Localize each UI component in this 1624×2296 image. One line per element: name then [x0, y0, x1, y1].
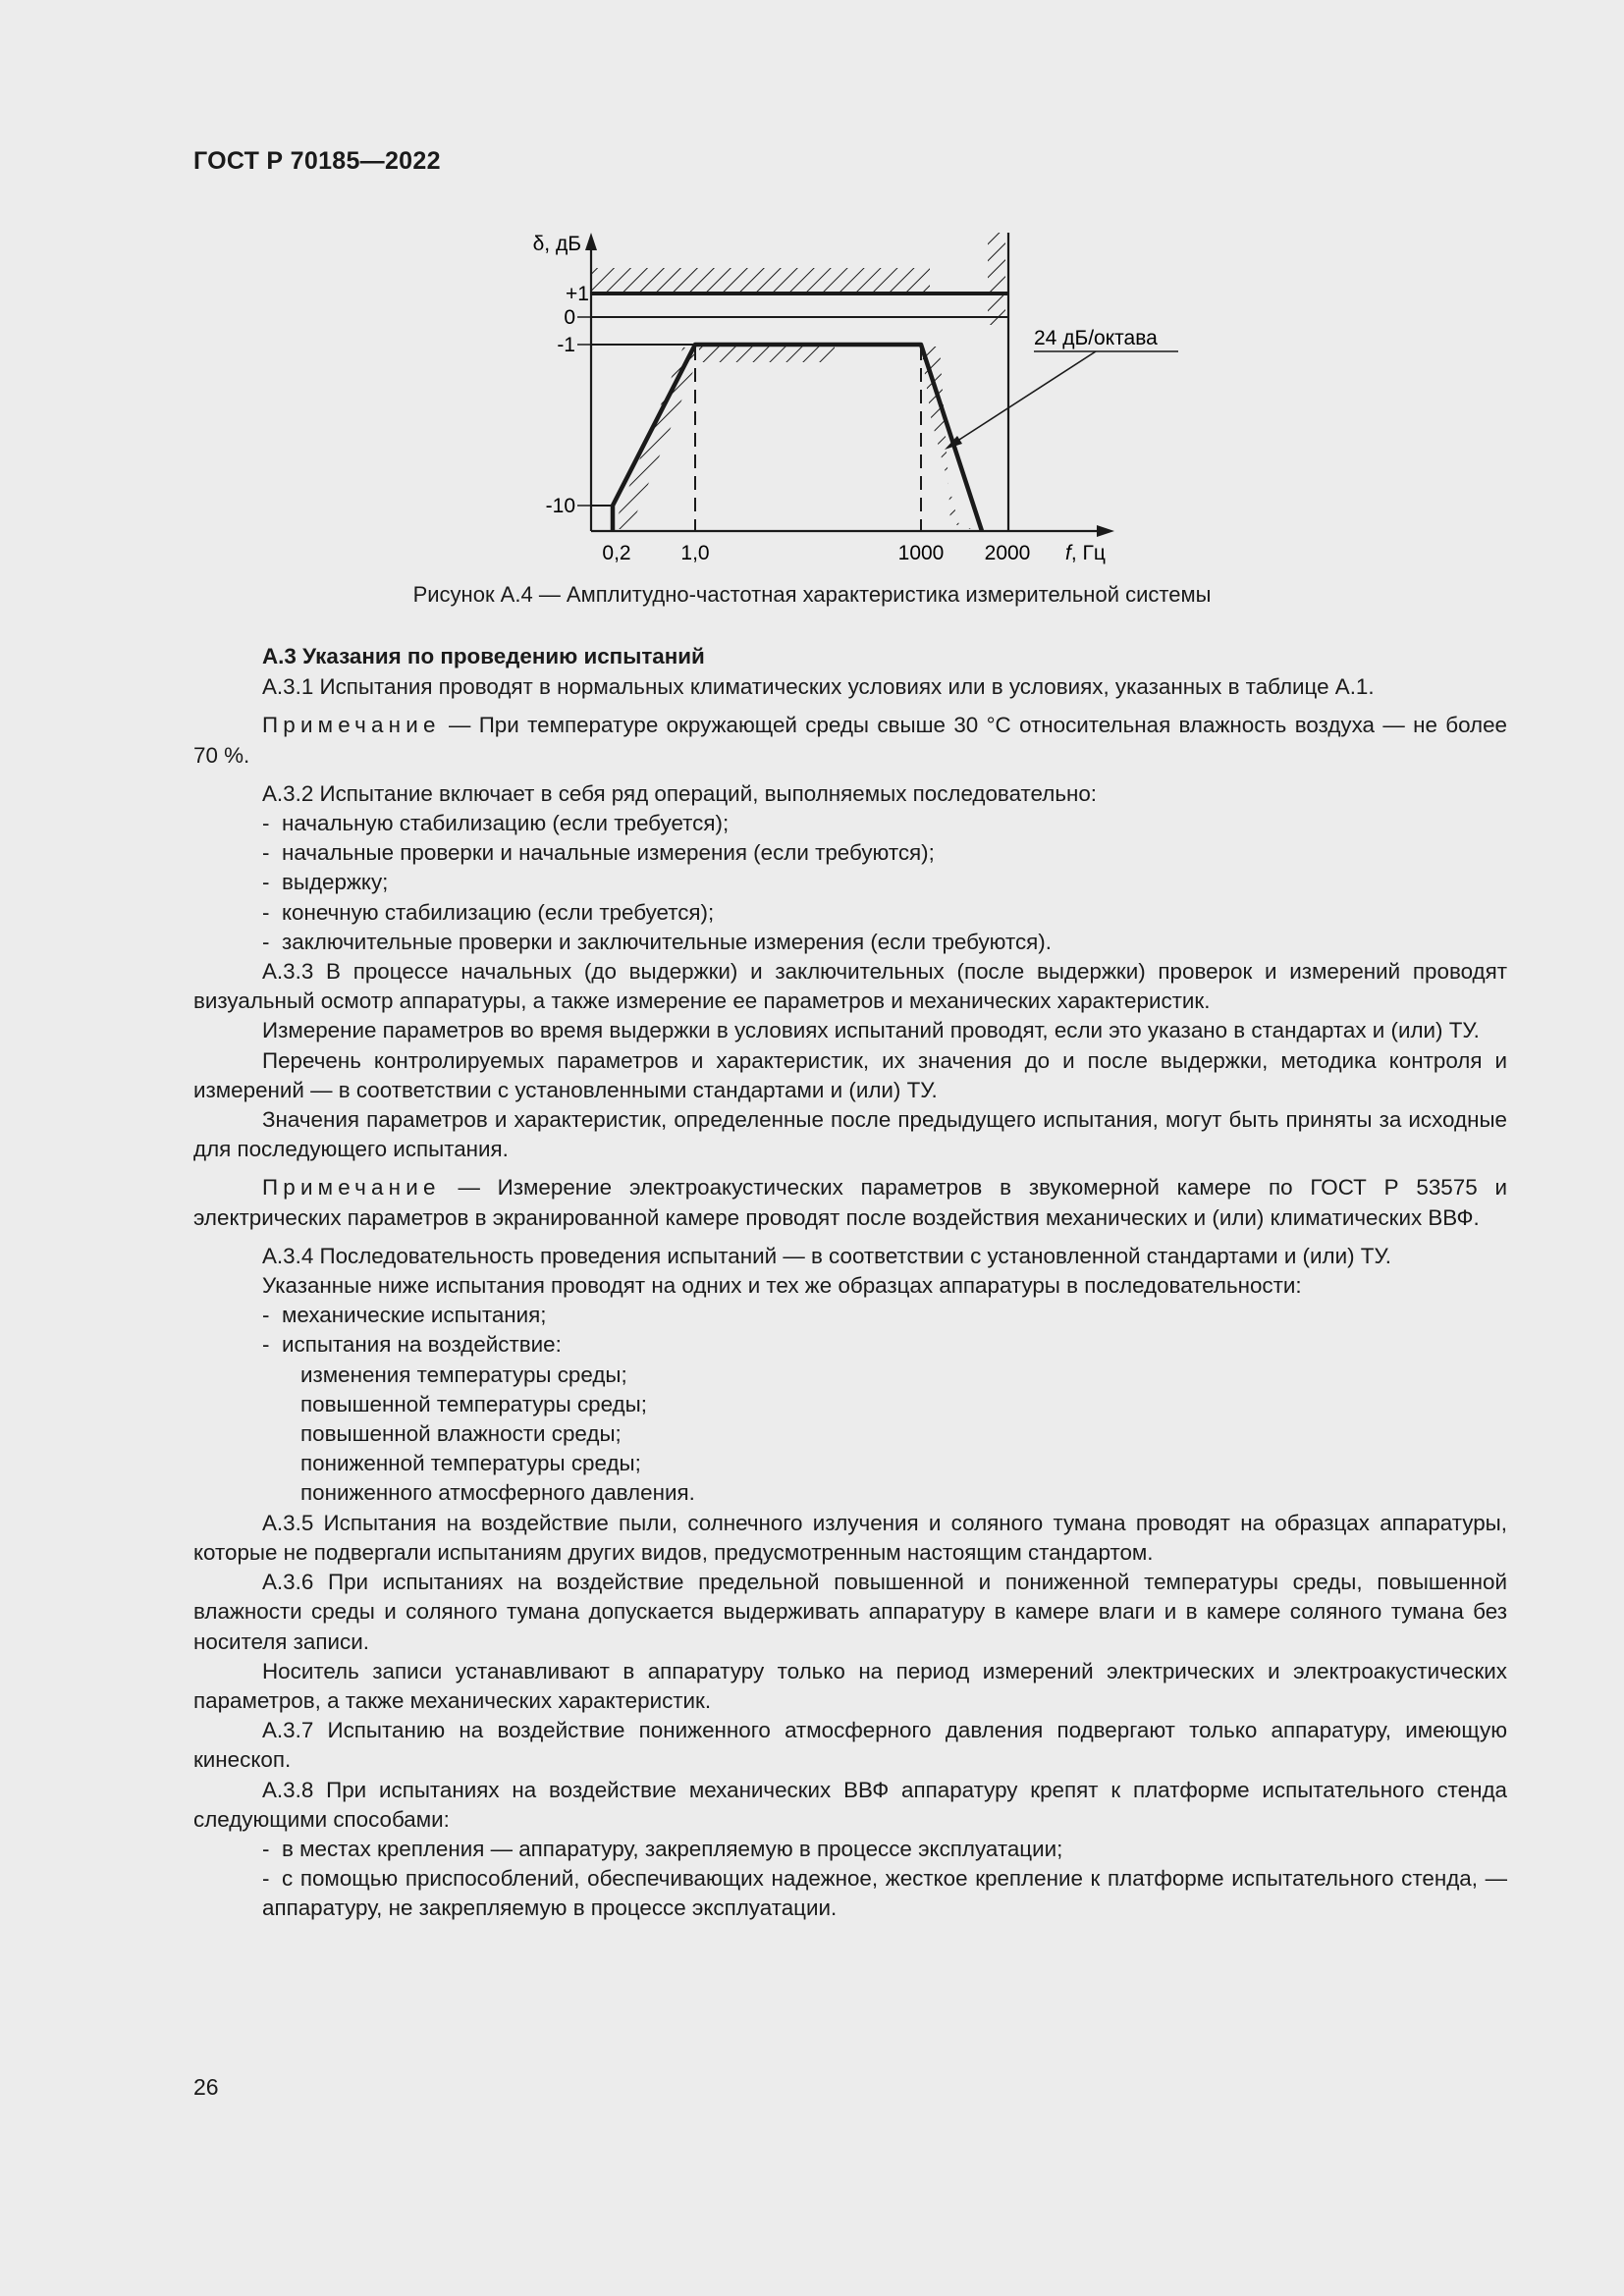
annotation-leader — [948, 351, 1096, 447]
paragraph-a33-4: Значения параметров и характеристик, определенные после предыдущего испытания, могут быть приняты за исходные для последующего испытания. — [193, 1107, 1507, 1162]
list-item: - испытания на воздействие: — [193, 1330, 1507, 1360]
list-item: - в местах крепления — аппаратуру, закрепляемую в процессе эксплуатации; — [193, 1835, 1507, 1864]
list-item: - начальную стабилизацию (если требуется); — [193, 809, 1507, 838]
paragraph-a35: А.3.5 Испытания на воздействие пыли, солнечного излучения и соляного тумана проводят на образцах аппаратуры, которые не подвергали испытаниям других видов, предусмотренным настоящим стандартом. — [193, 1510, 1507, 1565]
y-axis-arrow — [585, 233, 597, 250]
paragraph-a32: А.3.2 Испытание включает в себя ряд операций, выполняемых последовательно: — [262, 780, 1098, 806]
frequency-response-diagram — [511, 221, 1198, 574]
list-item: - с помощью приспособлений, обеспечивающих надежное, жесткое крепление к платформе испытательного стенда, — аппаратуру, не закрепляемую в процессе эксплуатации. — [193, 1864, 1507, 1923]
x-axis-label: f, Гц — [1065, 542, 1106, 564]
paragraph-a33-3: Перечень контролируемых параметров и характеристик, их значения до и после выдержки, методика контроля и измерений — в соответствии с установленными стандартами и (или) ТУ. — [193, 1047, 1507, 1102]
slope-annotation: 24 дБ/октава — [1034, 327, 1158, 349]
x-tick-1-0: 1,0 — [680, 542, 710, 564]
paragraph-a36-2: Носитель записи устанавливают в аппаратуру только на период измерений электрических и электроакустических параметров, а также механических характеристик. — [193, 1658, 1507, 1713]
y-tick-0: 0 — [564, 306, 575, 329]
note-text: — Измерение электроакустических параметров в звукомерной камере по ГОСТ Р 53575 и электрических параметров в экранированной камере проводят после воздействия механических и (или) климатических ВВФ. — [193, 1175, 1507, 1230]
note-1 — [193, 711, 1507, 770]
x-tick-1000: 1000 — [897, 542, 945, 564]
note-text: — При температуре окружающей среды свыше 30 °С относительная влажность воздуха — не более 70 %. — [193, 713, 1507, 768]
x-axis-arrow — [1097, 525, 1114, 537]
paragraph-a33-2: Измерение параметров во время выдержки в условиях испытаний проводят, если это указано в стандартах и (или) ТУ. — [262, 1018, 1480, 1043]
paragraph-a37: А.3.7 Испытанию на воздействие пониженного атмосферного давления подвергают только аппаратуру, имеющую кинескоп. — [193, 1718, 1507, 1773]
y-tick-minus10: -10 — [545, 495, 575, 517]
sub-list-item: изменения температуры среды; — [300, 1362, 627, 1387]
y-axis-label: δ, дБ — [532, 233, 581, 255]
sub-list-item: повышенной температуры среды; — [300, 1391, 647, 1416]
document-header: ГОСТ Р 70185—2022 — [193, 147, 441, 175]
right-hatch-band — [988, 233, 1005, 325]
section-body — [193, 642, 1507, 1924]
y-tick-plus1: +1 — [566, 283, 589, 305]
note-label: Примечание — [262, 713, 441, 738]
figure-caption: Рисунок А.4 — Амплитудно-частотная характеристика измерительной системы — [412, 582, 1212, 607]
paragraph-a34: А.3.4 Последовательность проведения испытаний — в соответствии с установленной стандартами и (или) ТУ. — [262, 1243, 1391, 1268]
paragraph-a31: А.3.1 Испытания проводят в нормальных климатических условиях или в условиях, указанных в таблице А.1. — [262, 674, 1375, 700]
page-number: 26 — [193, 2074, 219, 2100]
paragraph-a36: А.3.6 При испытаниях на воздействие предельной повышенной и пониженной температуры среды, повышенной влажности среды и соляного тумана допускается выдерживать аппаратуру в камере влаги и в камере соляного тумана без носителя записи. — [193, 1570, 1507, 1654]
sub-list-item: пониженного атмосферного давления. — [300, 1480, 695, 1506]
note-label: Примечание — [262, 1175, 441, 1201]
y-tick-minus1: -1 — [557, 334, 575, 356]
list-item: - конечную стабилизацию (если требуется); — [193, 898, 1507, 928]
frequency-response-figure — [511, 221, 1198, 574]
x-tick-2000: 2000 — [984, 542, 1031, 564]
list-item: - начальные проверки и начальные измерения (если требуются); — [193, 838, 1507, 868]
sub-list-item: пониженной температуры среды; — [300, 1451, 641, 1476]
inner-hatch-band — [613, 347, 972, 529]
list-item: - механические испытания; — [193, 1301, 1507, 1330]
top-hatch-band — [591, 268, 930, 294]
x-tick-0-2: 0,2 — [602, 542, 631, 564]
paragraph-a33: А.3.3 В процессе начальных (до выдержки) и заключительных (после выдержки) проверок и измерений проводят визуальный осмотр аппаратуры, а также измерение ее параметров и механических характеристик. — [193, 959, 1507, 1014]
list-item: - заключительные проверки и заключительные измерения (если требуются). — [193, 928, 1507, 957]
section-heading: А.3 Указания по проведению испытаний — [262, 644, 705, 668]
sub-list-item: повышенной влажности среды; — [300, 1421, 622, 1447]
paragraph-a38: А.3.8 При испытаниях на воздействие механических ВВФ аппаратуру крепят к платформе испытательного стенда следующими способами: — [193, 1777, 1507, 1832]
paragraph-a34-2: Указанные ниже испытания проводят на одних и тех же образцах аппаратуры в последовательности: — [262, 1273, 1302, 1299]
list-item: - выдержку; — [193, 868, 1507, 897]
note-2 — [193, 1173, 1507, 1232]
